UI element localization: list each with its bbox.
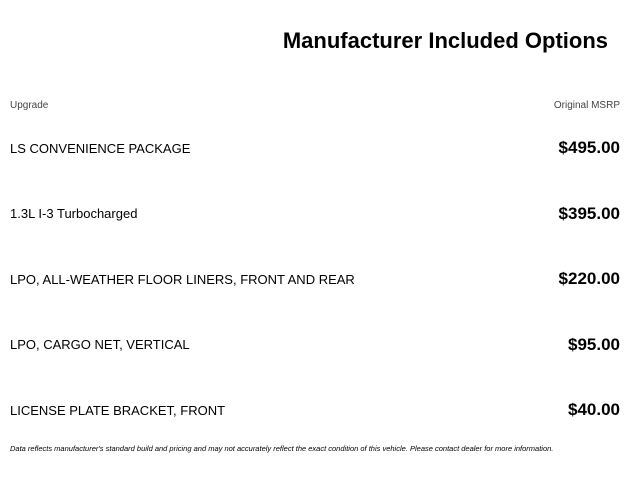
list-item: [10, 261, 620, 297]
disclaimer-text: Data reflects manufacturer's standard build and pricing and may not accurately reflect the exact condition of this vehicle. Please contact dealer for more information.: [10, 444, 554, 453]
option-name: LPO, ALL-WEATHER FLOOR LINERS, FRONT AND REAR: [10, 271, 355, 287]
option-price: $220.00: [558, 269, 620, 288]
option-name: LS CONVENIENCE PACKAGE: [10, 140, 191, 156]
options-list: [10, 130, 620, 458]
list-item: [10, 196, 620, 232]
list-item: [10, 327, 620, 363]
list-item: [10, 392, 620, 428]
page-title: Manufacturer Included Options: [282, 28, 608, 53]
list-item: [10, 130, 620, 166]
option-price: $495.00: [558, 138, 620, 157]
option-name: LICENSE PLATE BRACKET, FRONT: [10, 402, 226, 418]
option-name: 1.3L I-3 Turbocharged: [10, 206, 138, 221]
option-name: LPO, CARGO NET, VERTICAL: [10, 337, 190, 352]
option-price: $40.00: [568, 400, 620, 419]
upgrade-column-header: Upgrade: [10, 100, 49, 111]
option-price: $95.00: [568, 334, 620, 354]
column-header-row: [10, 100, 620, 111]
option-price: $395.00: [558, 203, 620, 223]
msrp-column-header: Original MSRP: [553, 100, 620, 111]
